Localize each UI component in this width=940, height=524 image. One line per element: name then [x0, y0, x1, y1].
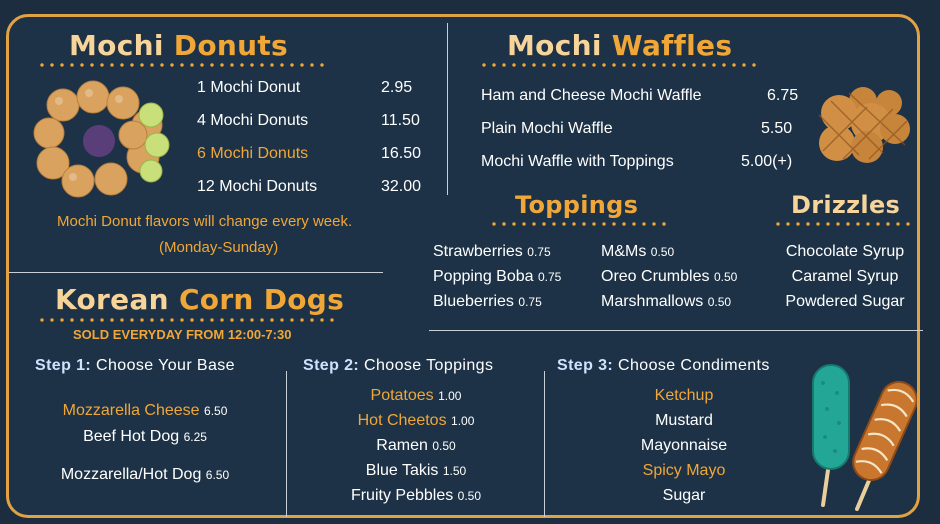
donuts-title — [69, 29, 288, 62]
item-price: 6.50 — [205, 468, 230, 482]
item-name: Marshmallows — [601, 293, 704, 310]
list-item: Mustard — [655, 412, 713, 429]
list-item — [197, 145, 437, 178]
step-2-header — [303, 357, 493, 375]
corn-dog-icon — [807, 353, 917, 513]
step-1-header — [35, 357, 235, 375]
item-name: Strawberries — [433, 243, 523, 260]
list-item: Mayonnaise — [640, 437, 728, 454]
list-item: Chocolate Syrup — [785, 243, 905, 260]
item-price: 0.50 — [650, 245, 675, 259]
item-name: Mochi Waffle with Toppings — [481, 153, 674, 170]
item-name: Ham and Cheese Mochi Waffle — [481, 87, 702, 104]
item-price: 16.50 — [381, 145, 422, 162]
item-price: 6.75 — [767, 87, 799, 104]
list-item — [433, 293, 561, 318]
corndogs-title — [55, 283, 344, 316]
item-price: 0.50 — [707, 295, 732, 309]
divider-left-horizontal — [9, 272, 383, 273]
divider-right-horizontal — [429, 330, 923, 331]
item-price: 0.50 — [457, 489, 482, 503]
drizzles-divider-dots — [773, 222, 913, 226]
drizzles-list — [773, 243, 917, 318]
step-2-list — [289, 387, 543, 512]
waffles-title-b: Waffles — [611, 29, 733, 62]
list-item — [9, 428, 281, 466]
list-item — [601, 293, 737, 318]
item-price: 0.75 — [527, 245, 551, 259]
waffles-title-a: Mochi — [507, 29, 602, 62]
item-name: Hot Cheetos — [357, 412, 447, 429]
item-price: 2.95 — [381, 79, 413, 96]
step-3-text: Choose Condiments — [618, 357, 770, 374]
step-1-list — [9, 402, 281, 492]
divider-vertical-top — [447, 23, 448, 195]
item-price: 1.00 — [438, 389, 462, 403]
waffles-title — [507, 29, 732, 62]
toppings-col-2 — [601, 243, 737, 318]
item-price: 11.50 — [381, 112, 420, 129]
item-name: 12 Mochi Donuts — [197, 178, 318, 195]
item-price: 1.00 — [451, 414, 475, 428]
item-name: Ramen — [376, 437, 428, 454]
item-price: 0.75 — [518, 295, 542, 309]
list-item — [433, 268, 561, 293]
step-3-header — [557, 357, 770, 375]
donuts-divider-dots — [37, 63, 327, 67]
toppings-col-1 — [433, 243, 561, 318]
item-name: M&Ms — [601, 243, 647, 260]
list-item — [289, 437, 543, 462]
item-price: 0.75 — [537, 270, 562, 284]
step-2-label: Step 2: — [303, 357, 360, 374]
step-3-label: Step 3: — [557, 357, 614, 374]
item-price: 6.50 — [204, 404, 228, 418]
donuts-days-note: (Monday-Sunday) — [159, 239, 279, 256]
item-name: Potatoes — [370, 387, 434, 404]
waffles-list — [481, 87, 811, 186]
item-name: Blue Takis — [365, 462, 439, 479]
list-item — [601, 268, 737, 293]
list-item — [9, 466, 281, 492]
list-item: Spicy Mayo — [642, 462, 726, 479]
item-name: Beef Hot Dog — [83, 428, 180, 445]
list-item: Ketchup — [654, 387, 714, 404]
item-name: Mozzarella/Hot Dog — [60, 466, 202, 483]
waffles-divider-dots — [479, 63, 759, 67]
list-item — [289, 412, 543, 437]
list-item — [197, 79, 437, 112]
list-item — [481, 87, 811, 120]
corndogs-hours: SOLD EVERYDAY FROM 12:00-7:30 — [73, 327, 292, 342]
item-price: 6.25 — [183, 430, 207, 444]
list-item — [433, 243, 561, 268]
list-item — [289, 387, 543, 412]
drizzles-title: Drizzles — [791, 191, 901, 219]
item-name: Mozzarella Cheese — [62, 402, 200, 419]
list-item — [481, 153, 811, 186]
donuts-title-a: Mochi — [69, 29, 164, 62]
item-price: 0.50 — [432, 439, 456, 453]
item-name: 6 Mochi Donuts — [197, 145, 309, 162]
step-2-text: Choose Toppings — [364, 357, 494, 374]
donuts-title-b: Donuts — [173, 29, 288, 62]
list-item — [481, 120, 811, 153]
list-item: Powdered Sugar — [785, 293, 905, 310]
item-name: Plain Mochi Waffle — [481, 120, 613, 137]
item-name: Blueberries — [433, 293, 514, 310]
mochi-donut-icon — [23, 75, 173, 199]
corndogs-title-a: Korean — [55, 283, 169, 316]
mochi-waffle-icon — [809, 85, 913, 165]
item-name: Popping Boba — [433, 268, 534, 285]
item-price: 1.50 — [442, 464, 467, 478]
item-price: 5.50 — [761, 120, 793, 137]
corndogs-title-b: Corn Dogs — [178, 283, 345, 316]
list-item — [601, 243, 737, 268]
item-price: 32.00 — [381, 178, 422, 195]
item-name: 1 Mochi Donut — [197, 79, 301, 96]
list-item — [197, 178, 437, 211]
divider-step-1-2 — [286, 371, 287, 517]
item-name: Oreo Crumbles — [601, 268, 710, 285]
item-name: 4 Mochi Donuts — [197, 112, 309, 129]
toppings-title: Toppings — [515, 191, 639, 219]
menu-board — [6, 14, 920, 518]
step-3-list — [609, 387, 759, 512]
divider-step-2-3 — [544, 371, 545, 517]
item-name: Fruity Pebbles — [350, 487, 454, 504]
donuts-flavor-note: Mochi Donut flavors will change every week. — [57, 213, 353, 230]
item-price: 0.50 — [713, 270, 738, 284]
toppings-divider-dots — [489, 222, 669, 226]
list-item — [289, 487, 543, 512]
list-item — [9, 402, 281, 428]
list-item: Sugar — [662, 487, 706, 504]
step-1-text: Choose Your Base — [96, 357, 235, 374]
corndogs-divider-dots — [37, 318, 337, 322]
list-item — [197, 112, 437, 145]
list-item: Caramel Syrup — [791, 268, 899, 285]
step-1-label: Step 1: — [35, 357, 92, 374]
list-item — [289, 462, 543, 487]
donuts-list — [197, 79, 437, 211]
item-price: 5.00(+) — [741, 153, 793, 170]
